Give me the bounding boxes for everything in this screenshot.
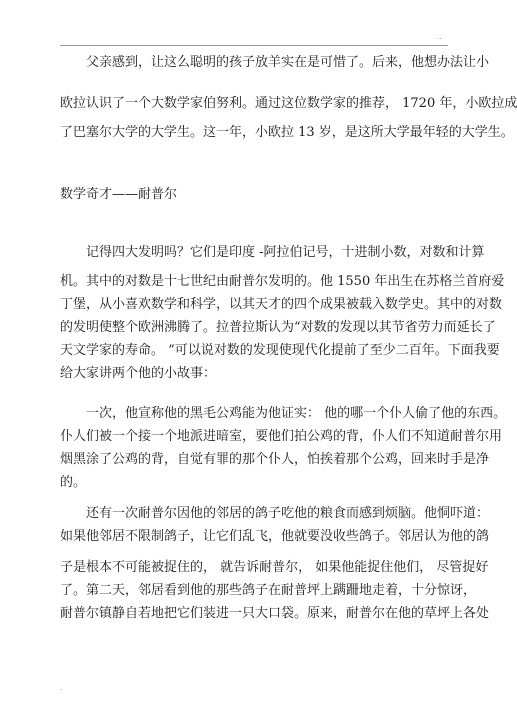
paragraph-2-line-1: 记得四大发明吗？它们是印度 -阿拉伯记号，十进制小数，对数和计算 bbox=[86, 245, 485, 260]
paragraph-3-line-3: 烟黑涂了公鸡的背，自觉有罪的那个仆人，怕挨着那个公鸡，回来时手是净 bbox=[60, 452, 490, 467]
section-title: 数学奇才——耐普尔 bbox=[60, 187, 178, 202]
header-corner-mark: .. bbox=[437, 33, 442, 41]
header-rule bbox=[60, 45, 448, 46]
paragraph-4-line-1: 还有一次耐普尔因他的邻居的鸽子吃他的粮食而感到烦脑。他恫吓道： bbox=[86, 506, 490, 521]
paragraph-4-line-4: 了。第二天，邻居看到他的那些鸽子在耐普坪上蹒跚地走着，十分惊讶， bbox=[60, 583, 477, 598]
paragraph-2-line-2: 机。其中的对数是十七世纪由耐普尔发明的。他 1550 年出生在苏格兰首府爱 bbox=[60, 274, 505, 289]
paragraph-3-line-2: 仆人们被一个接一个地派进暗室，要他们拍公鸡的背，仆人们不知道耐普尔用 bbox=[60, 429, 503, 444]
paragraph-2-line-3: 丁堡，从小喜欢数学和科学，以其天才的四个成果被载入数学史。其中的对数 bbox=[60, 297, 503, 312]
paragraph-2-line-4: 的发明使整个欧洲沸腾了。拉普拉斯认为“对数的发现以其节省劳力而延长了 bbox=[60, 320, 496, 335]
paragraph-1-line-2: 欧拉认识了一个大数学家伯努利。通过这位数学家的推荐， 1720 年，小欧拉成 bbox=[60, 96, 517, 111]
paragraph-1-line-3: 了巴塞尔大学的大学生。这一年，小欧拉 13 岁，是这所大学最年轻的大学生。 bbox=[60, 125, 514, 140]
paragraph-3-line-1: 一次，他宣称他的黑毛公鸡能为他证实： 他的哪一个仆人偷了他的东西。 bbox=[86, 406, 507, 421]
paragraph-4-line-3: 子是根本不可能被捉住的， 就告诉耐普尔， 如果他能捉住他们， 尽管捉好 bbox=[60, 560, 489, 575]
paragraph-2-line-6: 给大家讲两个他的小故事： bbox=[60, 366, 217, 381]
footer-corner-mark: . bbox=[60, 684, 63, 692]
paragraph-4-line-5: 耐普尔镇静自若地把它们装进一只大口袋。原来，耐普尔在他的草坪上各处 bbox=[60, 606, 490, 621]
paragraph-2-line-5: 天文学家的寿命。 ”可以说对数的发现使现代化提前了至少二百年。下面我要 bbox=[60, 343, 500, 358]
paragraph-1-line-1: 父亲感到，让这么聪明的孩子放羊实在是可惜了。后来，他想办法让小 bbox=[86, 55, 490, 70]
paragraph-4-line-2: 如果他邻居不限制鸽子，让它们乱飞，他就要没收些鸽子。邻居认为他的鸽 bbox=[60, 529, 490, 544]
paragraph-3-line-4: 的。 bbox=[60, 475, 87, 490]
